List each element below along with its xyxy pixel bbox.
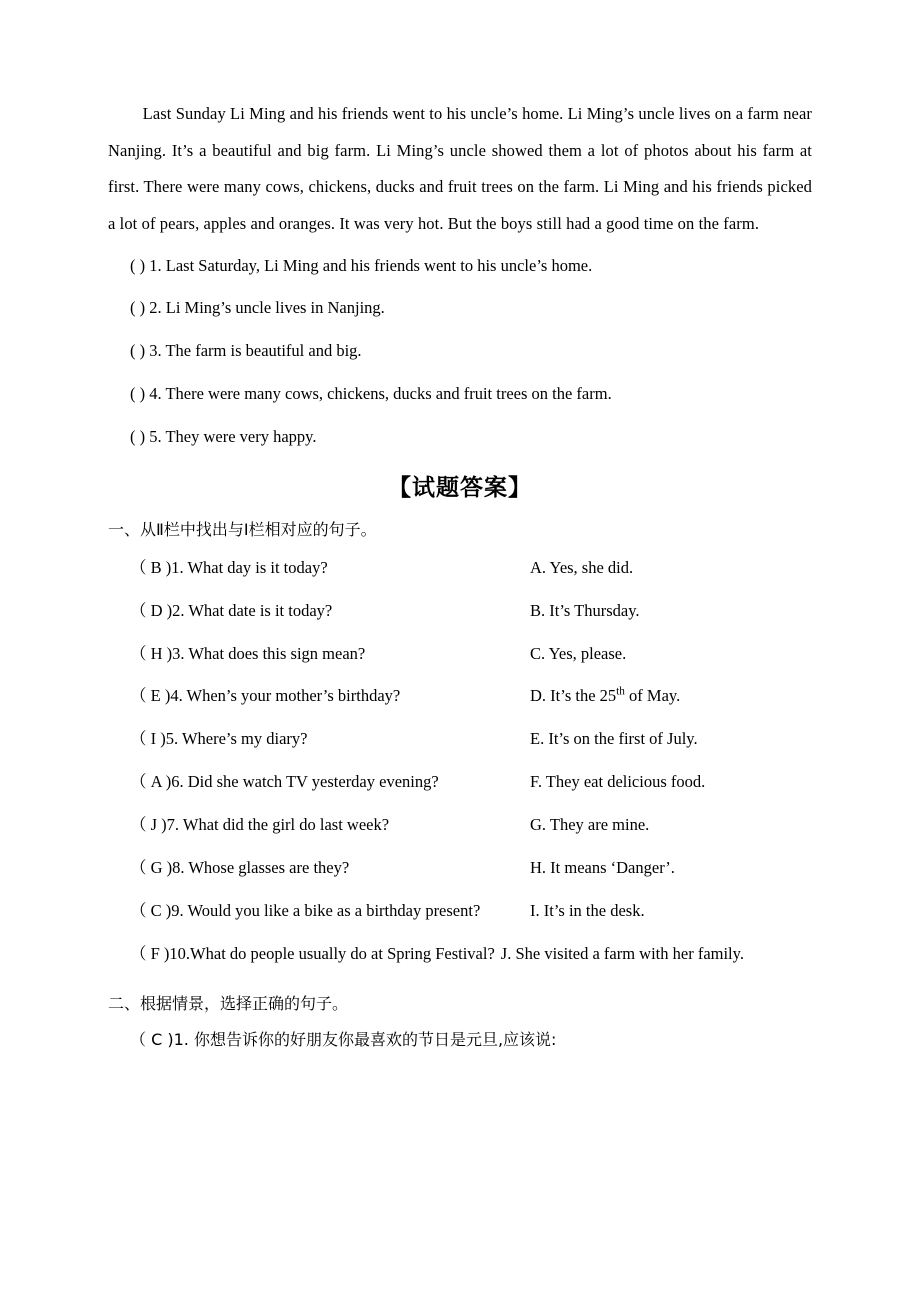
- table-row: [108, 804, 812, 847]
- match-question: （ D )2. What date is it today?: [130, 600, 333, 620]
- reading-passage: Last Sunday Li Ming and his friends went to his uncle’s home. Li Ming’s uncle lives on a farm near Nanjing. It’s a beautiful and big farm. Li Ming’s uncle showed them a lot of photos about his farm at first. There were many cows, chickens, ducks and fruit trees on the farm. Li Ming and his friends picked a lot of pears, apples and oranges. It was very hot. But the boys still had a good time on the farm.: [108, 104, 812, 233]
- section-two-heading: 二、根据情景，选择正确的句子。: [108, 993, 349, 1013]
- section-one-heading: 一、从Ⅱ栏中找出与Ⅰ栏相对应的句子。: [108, 519, 377, 539]
- table-row: [108, 890, 812, 933]
- list-item: ( ) 3. The farm is beautiful and big.: [130, 341, 362, 361]
- match-question: （ E )4. When’s your mother’s birthday?: [130, 686, 401, 706]
- match-option: F. They eat delicious food.: [530, 772, 706, 792]
- match-option: C. Yes, please.: [530, 643, 627, 663]
- match-option: H. It means ‘Danger’.: [530, 857, 675, 877]
- table-row: [108, 847, 812, 890]
- match-question: （ J )7. What did the girl do last week?: [130, 815, 390, 835]
- match-question: （ F )10.What do people usually do at Spring Festival?: [130, 943, 495, 963]
- list-item: ( ) 5. They were very happy.: [130, 427, 317, 447]
- match-option: A. Yes, she did.: [530, 557, 634, 577]
- match-option: G. They are mine.: [530, 815, 650, 835]
- table-row: [108, 590, 812, 633]
- list-item: ( ) 4. There were many cows, chickens, ducks and fruit trees on the farm.: [130, 384, 612, 404]
- answer-key-heading: 【试题答案】: [388, 474, 532, 501]
- section-two-item: （ C )1. 你想告诉你的好朋友你最喜欢的节日是元旦,应该说:: [130, 1030, 557, 1050]
- match-question: （ A )6. Did she watch TV yesterday evening?: [130, 772, 439, 792]
- table-row: [108, 675, 812, 718]
- true-false-list: [108, 245, 812, 459]
- match-question: （ B )1. What day is it today?: [130, 557, 328, 577]
- match-option: D. It’s the 25th of May.: [530, 685, 681, 706]
- match-question: （ I )5. Where’s my diary?: [130, 729, 308, 749]
- table-row: [108, 633, 812, 676]
- table-row: [108, 718, 812, 761]
- match-question: （ G )8. Whose glasses are they?: [130, 857, 350, 877]
- table-row: [108, 547, 812, 590]
- match-question: （ C )9. Would you like a bike as a birthday present?: [130, 900, 481, 920]
- list-item: ( ) 1. Last Saturday, Li Ming and his friends went to his uncle’s home.: [130, 255, 593, 275]
- table-row: [108, 761, 812, 804]
- matching-answer-list: [108, 547, 812, 976]
- match-option: J. She visited a farm with her family.: [500, 943, 744, 963]
- match-option: E. It’s on the first of July.: [530, 729, 698, 749]
- table-row: [108, 933, 812, 976]
- list-item: ( ) 2. Li Ming’s uncle lives in Nanjing.: [130, 298, 385, 318]
- match-option: B. It’s Thursday.: [530, 600, 640, 620]
- match-question: （ H )3. What does this sign mean?: [130, 643, 366, 663]
- match-option: I. It’s in the desk.: [530, 900, 645, 920]
